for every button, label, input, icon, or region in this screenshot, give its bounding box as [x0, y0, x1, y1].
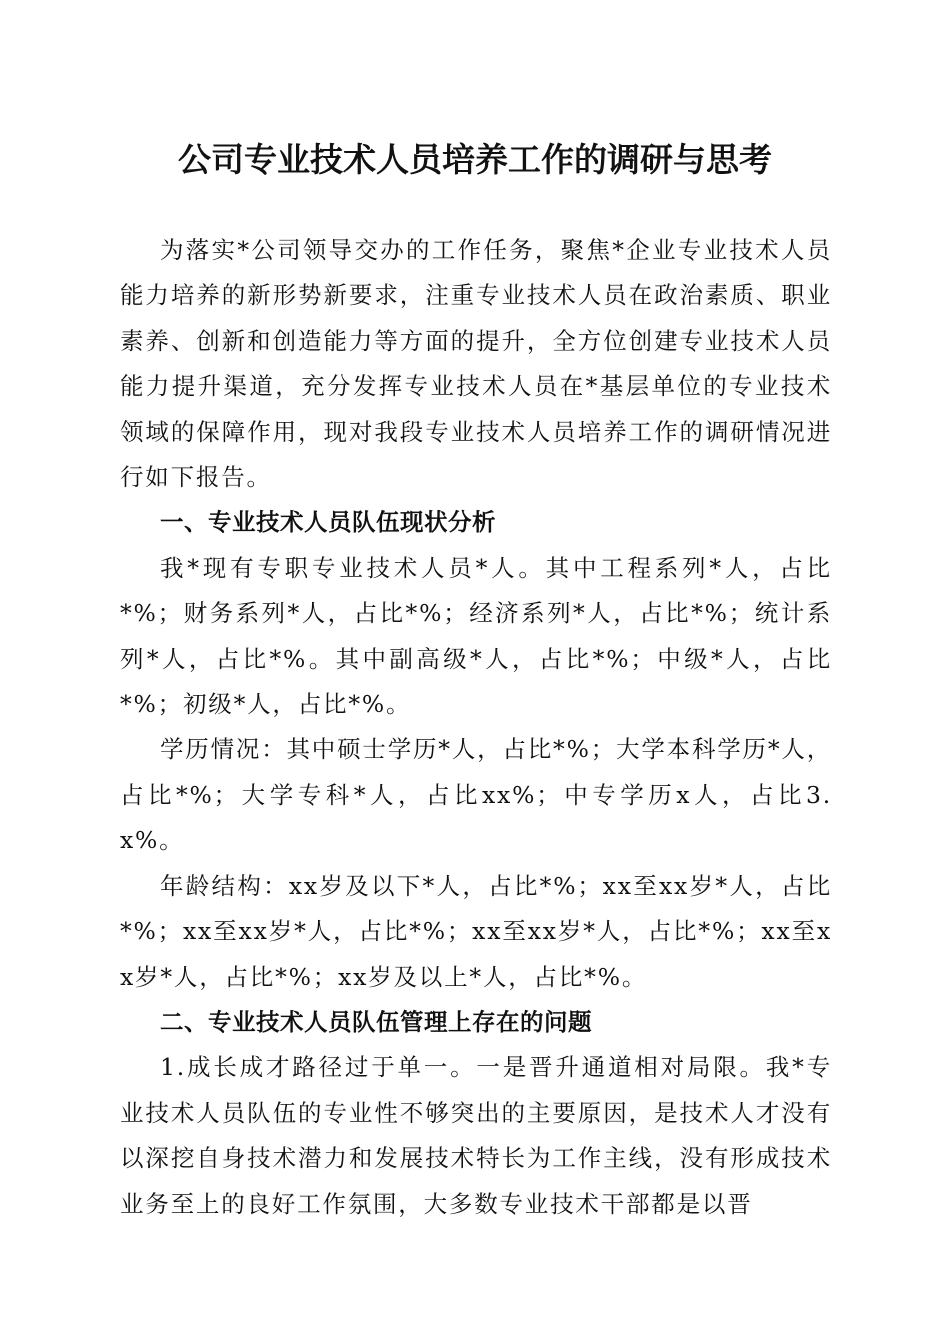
document-body — [120, 228, 832, 1227]
document-title: 公司专业技术人员培养工作的调研与思考 — [178, 140, 772, 179]
section-1-heading: 一、专业技术人员队伍现状分析 — [160, 508, 496, 537]
career-path-paragraph: 1.成长成才路径过于单一。一是晋升通道相对局限。我*专业技术人员队伍的专业性不够突出的主要原因，是技术人才没有以深挖自身技术潜力和发展技术特长为工作主线，没有形成技术业务至上的良好工作氛围，大多数专业技术干部都是以晋 — [120, 1053, 832, 1218]
education-paragraph: 学历情况：其中硕士学历*人，占比*%；大学本科学历*人，占比*%；大学专科*人，占比xx%；中专学历x人，占比3.x%。 — [120, 735, 832, 855]
age-structure-paragraph: 年龄结构：xx岁及以下*人，占比*%；xx至xx岁*人，占比*%；xx至xx岁*人，占比*%；xx至xx岁*人，占比*%；xx至xx岁*人，占比*%；xx岁及以上*人，占比*%。 — [120, 871, 832, 991]
staff-composition-paragraph: 我*现有专职专业技术人员*人。其中工程系列*人，占比*%；财务系列*人，占比*%；经济系列*人，占比*%；统计系列*人，占比*%。其中副高级*人，占比*%；中级*人，占比*%；初级*人，占比*%。 — [120, 553, 832, 719]
section-2-heading: 二、专业技术人员队伍管理上存在的问题 — [160, 1007, 592, 1036]
intro-paragraph: 为落实*公司领导交办的工作任务，聚焦*企业专业技术人员能力培养的新形势新要求，注重专业技术人员在政治素质、职业素养、创新和创造能力等方面的提升，全方位创建专业技术人员能力提升渠道，充分发挥专业技术人员在*基层单位的专业技术领域的保障作用，现对我段专业技术人员培养工作的调研情况进行如下报告。 — [120, 236, 832, 492]
